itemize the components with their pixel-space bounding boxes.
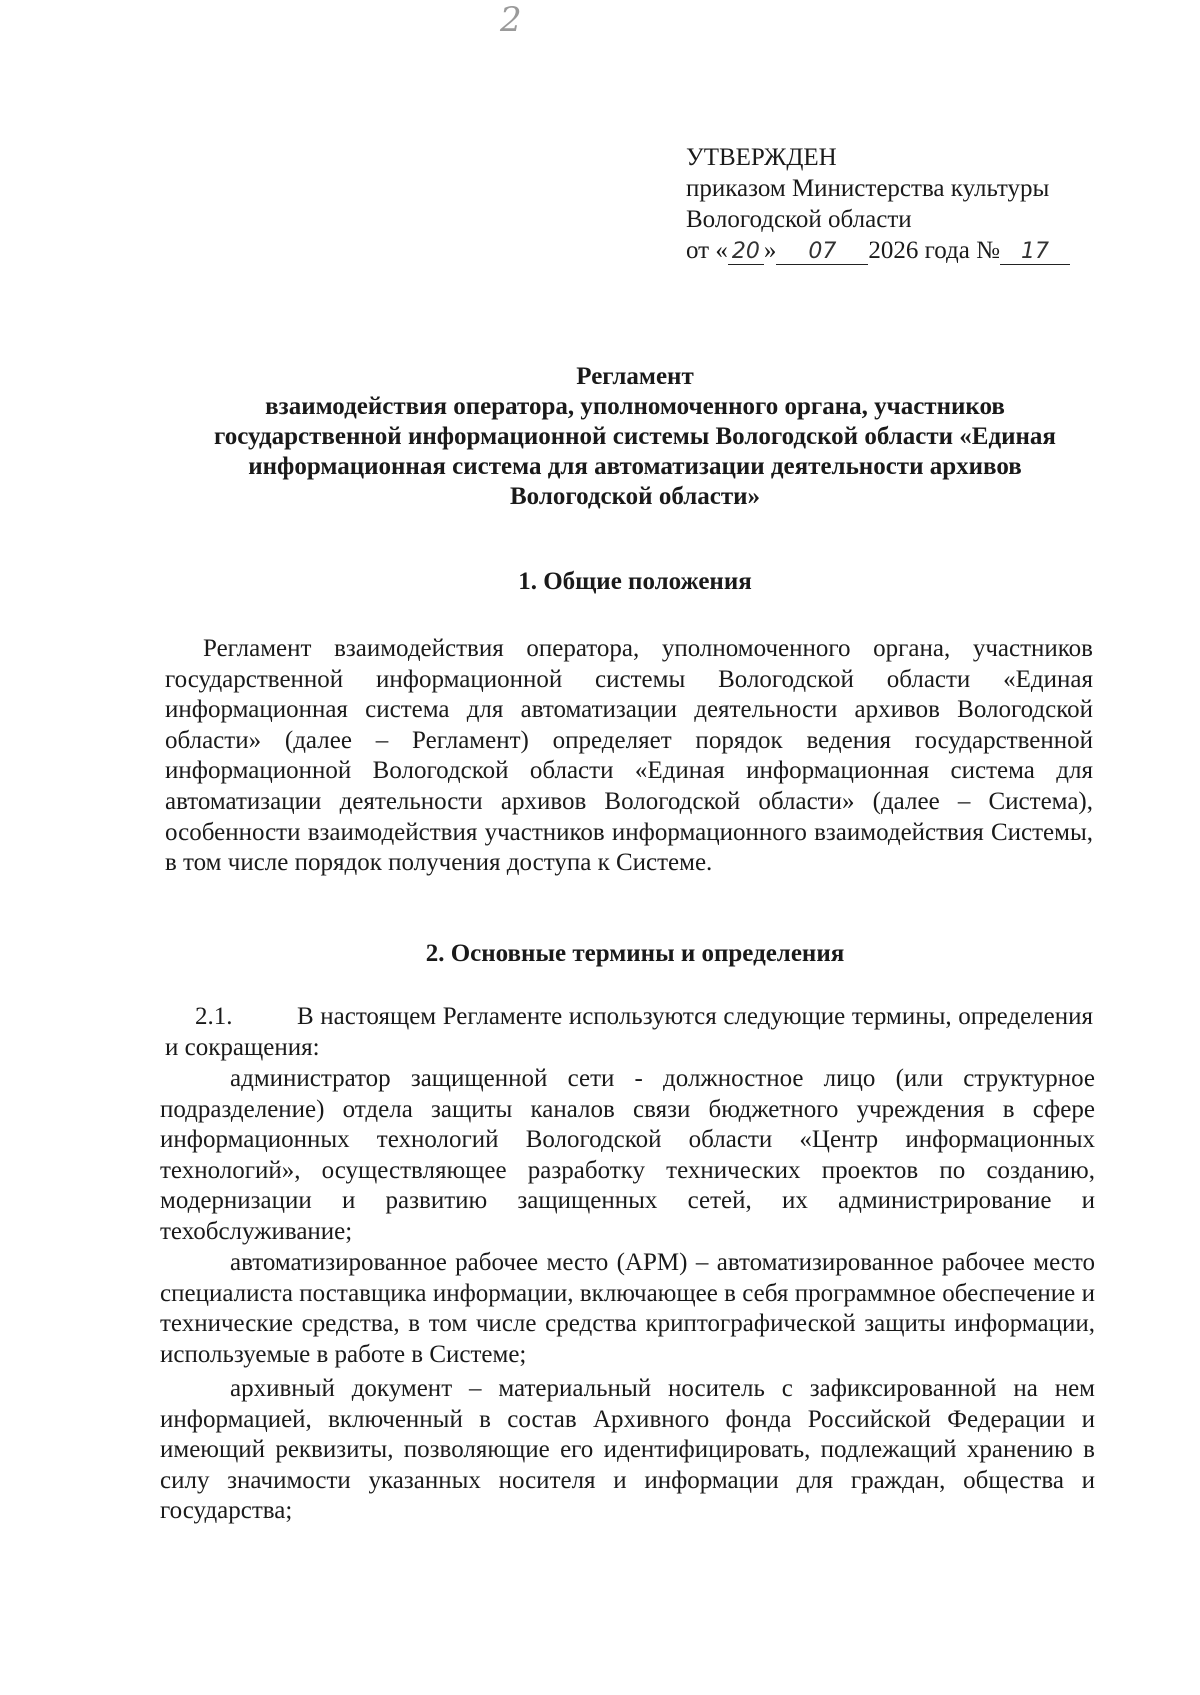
title-line-2: взаимодействия оператора, уполномоченного органа, участников [265,393,1005,420]
title-line-4: информационная система для автоматизации деятельности архивов [248,453,1022,480]
clause-text: В настоящем Регламенте используются следующие термины, определения и сокращения: [165,1003,1093,1061]
section-1-paragraph: Регламент взаимодействия оператора, уполномоченного органа, участников государственной информационной системы Вологодской области «Единая информационная система для автоматизации деятельности архивов Вологодской области» (далее – Регламент) определяет порядок ведения государственной информационной Вологодской области «Единая информационная система для автоматизации деятельности архивов Вологодской области» (далее – Система), особенности взаимодействия участников информационного взаимодействия Системы, в том числе порядок получения доступа к Системе. [165,635,1093,877]
term-definition: автоматизированное рабочее место (АРМ) – автоматизированное рабочее место специалиста поставщика информации, включающее в себя программное обеспечение и технические средства, в том числе средства криптографической защиты информации, используемые в работе в Системе; [160,1249,1095,1368]
date-day: 20 [728,240,764,265]
section-1-heading: 1. Общие положения [518,568,752,595]
approval-order-line: приказом Министерства культуры [686,175,1050,202]
section-2-heading: 2. Основные термины и определения [425,940,845,967]
date-separator: » [763,237,777,264]
approval-date-line [686,235,1070,266]
clause-number: 2.1. [195,1003,233,1030]
title-line-3: государственной информационной системы Вологодской области «Единая [214,423,1056,450]
approval-heading: УТВЕРЖДЕН [686,144,837,171]
document-title [160,362,1110,512]
date-prefix: от « [686,237,728,264]
date-year: 2026 года № [868,237,1000,264]
approval-region-line: Вологодской области [686,206,912,233]
term-definition: администратор защищенной сети - должностное лицо (или структурное подразделение) отдела защиты каналов связи бюджетного учреждения в сфере информационных технологий Вологодской области «Центр информационных технологий», осуществляющее разработку технических проектов по созданию, модернизации и развитию защищенных сетей, их администрирование и техобслуживание; [160,1065,1095,1245]
title-line-5: Вологодской области» [509,483,761,510]
term-definition: архивный документ – материальный носитель с зафиксированной на нем информацией, включенный в состав Архивного фонда Российской Федерации и имеющий реквизиты, позволяющие его идентифицировать, подлежащий хранению в силу значимости указанных носителя и информации для граждан, общества и государства; [160,1375,1095,1525]
title-line-1: Регламент [576,363,694,390]
approval-stamp [686,142,1070,266]
clause-2-1 [165,1002,1093,1063]
page-number: 2 [500,0,522,40]
order-number: 17 [1000,240,1070,265]
date-month: 07 [776,240,868,265]
